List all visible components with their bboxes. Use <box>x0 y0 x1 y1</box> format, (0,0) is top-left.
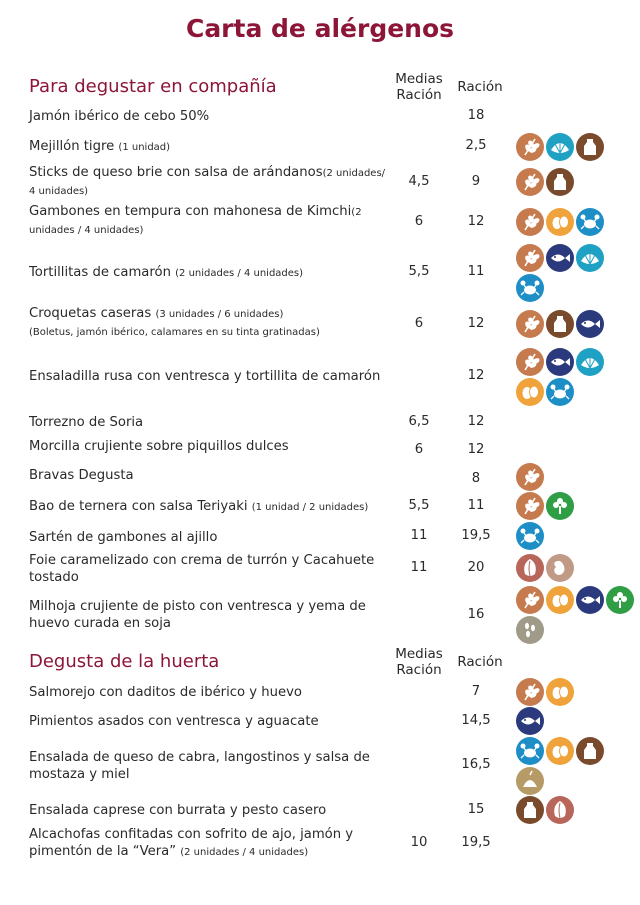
racion-price: 19,5 <box>461 835 491 850</box>
menu-item-name <box>29 305 389 343</box>
racion-price: 12 <box>467 316 485 331</box>
gluten-icon <box>516 463 544 491</box>
menu-item-name <box>29 203 389 239</box>
medias-label-line2: Ración <box>396 87 442 103</box>
menu-item-title: Bao de ternera con salsa Teriyaki <box>29 499 252 514</box>
huevo-icon <box>546 678 574 706</box>
menu-item-title: Ensalada de queso de cabra, langostinos y salsa de mostaza y miel <box>29 750 370 782</box>
gluten-icon <box>516 133 544 161</box>
lacteos-icon <box>516 796 544 824</box>
menu-item-note: (1 unidad) <box>118 142 171 153</box>
racion-price: 16 <box>467 607 485 622</box>
medias-label: Medias <box>395 71 443 87</box>
moluscos-icon <box>576 348 604 376</box>
menu-item-title: Croquetas caseras <box>29 306 156 321</box>
huevo-icon <box>546 586 574 614</box>
menu-item-name <box>29 749 389 783</box>
menu-item-name <box>29 414 389 431</box>
gluten-icon <box>516 310 544 338</box>
menu-item-name <box>29 108 389 125</box>
menu-item-title: Morcilla crujiente sobre piquillos dulces <box>29 439 289 454</box>
racion-column-header: Ración <box>457 79 503 95</box>
racion-price: 15 <box>467 802 485 817</box>
huevo-icon <box>546 737 574 765</box>
racion-price: 16,5 <box>461 757 491 772</box>
racion-price: 12 <box>467 214 485 229</box>
menu-item-title: Tortillitas de camarón <box>29 265 176 280</box>
menu-item-name <box>29 138 389 156</box>
lacteos-icon <box>546 310 574 338</box>
menu-item-name <box>29 529 389 546</box>
medias-column-header <box>393 646 445 678</box>
racion-price: 9 <box>471 174 481 189</box>
menu-item-name <box>29 264 389 282</box>
page-title: Carta de alérgenos <box>185 14 455 43</box>
menu-item-title: Alcachofas confitadas con sofrito de ajo, jamón y pimentón de la “Vera” <box>29 827 354 859</box>
menu-item-name <box>29 164 389 200</box>
menu-item-name <box>29 684 389 701</box>
racion-price: 2,5 <box>465 138 487 153</box>
menu-item-title: Sartén de gambones al ajillo <box>29 530 218 545</box>
menu-item-title: Ensalada caprese con burrata y pesto casero <box>29 803 327 818</box>
menu-item-title: Ensaladilla rusa con ventresca y tortillita de camarón <box>29 369 381 384</box>
gluten-icon <box>516 678 544 706</box>
menu-item-note: (2 unidades / 4 unidades) <box>29 207 362 236</box>
gluten-icon <box>516 208 544 236</box>
medias-label-line2: Ración <box>396 662 442 678</box>
racion-price: 12 <box>467 368 485 383</box>
racion-price: 12 <box>467 442 485 457</box>
lacteos-icon <box>576 133 604 161</box>
sesamo-icon <box>516 616 544 644</box>
menu-item-title: Sticks de queso brie con salsa de arándanos <box>29 165 323 180</box>
medias-price: 10 <box>410 835 428 850</box>
racion-price: 11 <box>467 264 485 279</box>
menu-item-note: (2 unidades / 4 unidades) <box>175 268 304 279</box>
medias-price: 6,5 <box>408 414 430 429</box>
menu-item-title: Pimientos asados con ventresca y aguacate <box>29 714 319 729</box>
menu-item-title: Mejillón tigre <box>29 139 119 154</box>
gluten-icon <box>516 168 544 196</box>
pescado-icon <box>516 707 544 735</box>
lacteos-icon <box>576 737 604 765</box>
apio-icon <box>546 492 574 520</box>
crustaceos-icon <box>576 208 604 236</box>
gluten-icon <box>516 244 544 272</box>
menu-item-title: Milhoja crujiente de pisto con ventresca y yema de huevo curada en soja <box>29 599 366 631</box>
racion-column-header: Ración <box>457 654 503 670</box>
crustaceos-icon <box>516 737 544 765</box>
cacahuete-icon <box>546 554 574 582</box>
menu-item-name <box>29 598 389 632</box>
medias-column-header <box>393 71 445 103</box>
menu-item-title: Jamón ibérico de cebo 50% <box>29 109 210 124</box>
medias-price: 6 <box>414 214 424 229</box>
section-title: Para degustar en compañía <box>29 76 277 97</box>
racion-price: 18 <box>467 108 485 123</box>
medias-price: 6 <box>414 442 424 457</box>
medias-price: 11 <box>410 560 428 575</box>
racion-price: 8 <box>471 471 481 486</box>
gluten-icon <box>516 348 544 376</box>
menu-item-title: Bravas Degusta <box>29 468 134 483</box>
racion-price: 14,5 <box>461 713 491 728</box>
menu-item-note: (1 unidad / 2 unidades) <box>251 502 369 513</box>
menu-item-name <box>29 552 389 586</box>
frutos-cascara-icon <box>516 554 544 582</box>
pescado-icon <box>576 586 604 614</box>
huevo-icon <box>516 378 544 406</box>
menu-item-name <box>29 438 389 455</box>
menu-item-name <box>29 713 389 730</box>
medias-price: 4,5 <box>408 174 430 189</box>
medias-price: 5,5 <box>408 498 430 513</box>
racion-price: 20 <box>467 560 485 575</box>
huevo-icon <box>546 208 574 236</box>
menu-item-title: Salmorejo con daditos de ibérico y huevo <box>29 685 302 700</box>
crustaceos-icon <box>546 378 574 406</box>
menu-item-title: Foie caramelizado con crema de turrón y Cacahuete tostado <box>29 553 375 585</box>
menu-item-title: Torrezno de Soria <box>29 415 144 430</box>
menu-item-note: (2 unidades / 4 unidades) <box>180 847 309 858</box>
racion-price: 11 <box>467 498 485 513</box>
apio-icon <box>606 586 634 614</box>
menu-item-title: Gambones en tempura con mahonesa de Kimchi <box>29 204 352 219</box>
pescado-icon <box>546 244 574 272</box>
racion-price: 19,5 <box>461 528 491 543</box>
medias-price: 11 <box>410 528 428 543</box>
crustaceos-icon <box>516 522 544 550</box>
menu-item-note: (3 unidades / 6 unidades) <box>155 309 284 320</box>
pescado-icon <box>576 310 604 338</box>
menu-item-name <box>29 368 389 385</box>
racion-price: 7 <box>471 684 481 699</box>
gluten-icon <box>516 586 544 614</box>
pescado-icon <box>546 348 574 376</box>
section-title: Degusta de la huerta <box>29 651 220 672</box>
racion-price: 12 <box>467 414 485 429</box>
menu-item-name <box>29 802 389 819</box>
menu-item-name <box>29 826 389 861</box>
mostaza-icon <box>516 767 544 795</box>
menu-item-name <box>29 498 389 516</box>
frutos-cascara-icon <box>546 796 574 824</box>
gluten-icon <box>516 492 544 520</box>
lacteos-icon <box>546 168 574 196</box>
crustaceos-icon <box>516 274 544 302</box>
menu-item-subnote: (Boletus, jamón ibérico, calamares en su tinta gratinadas) <box>29 327 320 338</box>
moluscos-icon <box>576 244 604 272</box>
medias-price: 5,5 <box>408 264 430 279</box>
menu-item-name <box>29 467 389 484</box>
medias-label: Medias <box>395 646 443 662</box>
moluscos-icon <box>546 133 574 161</box>
medias-price: 6 <box>414 316 424 331</box>
menu-item-note: (2 unidades/ 4 unidades) <box>29 168 386 197</box>
